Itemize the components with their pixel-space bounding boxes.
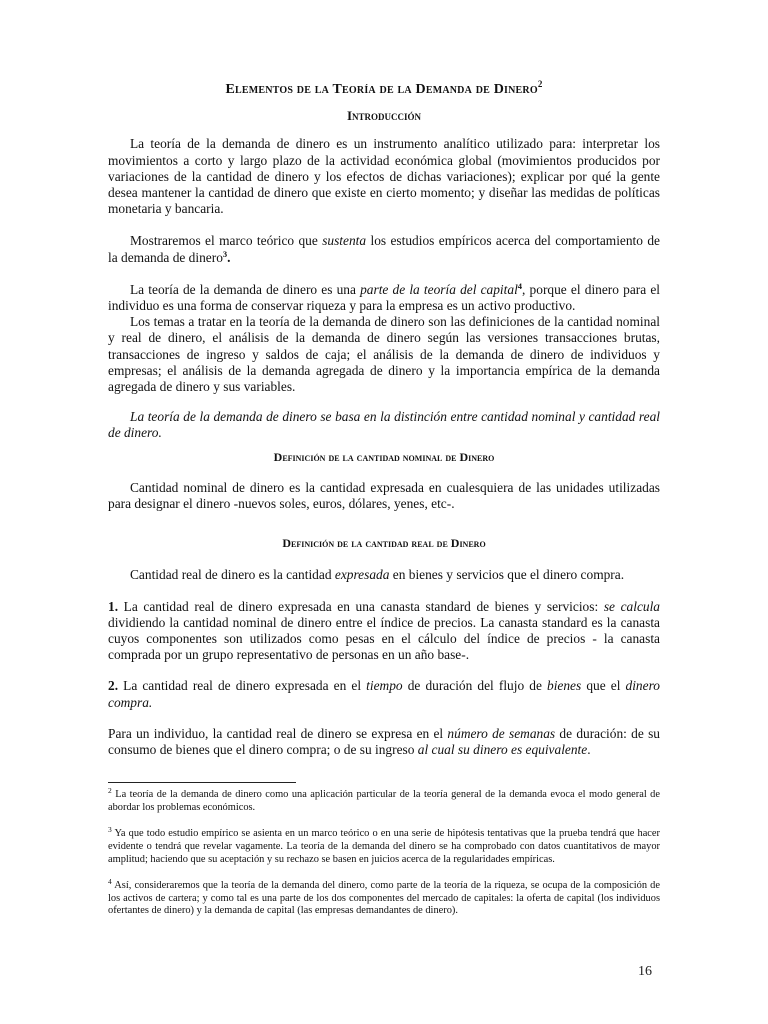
real-paragraph-3: Para un individuo, la cantidad real de dinero se expresa en el número de semanas de duración: de su consumo de bienes que el dinero compra; o de su ingreso al cual su dinero es equivalente. xyxy=(108,725,660,758)
page-number: 16 xyxy=(638,964,652,979)
title-text: Elementos de la Teoría de la Demanda de Dinero xyxy=(225,82,538,97)
footnote-2: $^2$ La teoría de la demanda de dinero como una aplicación particular de la teoría general de la demanda evoca el modo general de abordar los problemas económicos. xyxy=(108,786,660,813)
section-heading-introduccion: Introducción xyxy=(346,108,422,124)
nominal-paragraph: Cantidad nominal de dinero es la cantidad expresada en cualesquiera de las unidades utilizadas para designar el dinero -nuevos soles, euros, dólares, yenes, etc-. xyxy=(108,479,660,512)
footnote-separator xyxy=(108,782,296,783)
footnote-ref-3: 3 xyxy=(222,248,228,259)
document-page xyxy=(108,79,660,918)
section-heading-real: Definición de la cantidad real de Dinero xyxy=(282,536,486,551)
real-item-2: 2. La cantidad real de dinero expresada en el tiempo de duración del flujo de bienes que el dinero compra. xyxy=(108,678,660,710)
real-paragraph-1: Cantidad real de dinero es la cantidad expresada en bienes y servicios que el dinero compra. xyxy=(130,567,625,583)
real-item-1: 1. La cantidad real de dinero expresada en una canasta standard de bienes y servicios: se calcula dividiendo la cantidad nominal de dinero entre el índice de precios. La canasta standard es la canasta cuyos componentes son utilizados como pesas en el cálculo del índice de precios - la canasta comprada por un grupo representativo de personas en un año base-. xyxy=(108,598,660,663)
footnote-ref-4: 4 xyxy=(517,280,523,291)
intro-paragraph-4: Los temas a tratar en la teoría de la demanda de dinero son las definiciones de la cantidad nominal y real de dinero, el análisis de la demanda de dinero según las versiones transacciones brutas, transacciones de ingreso y saldos de caja; el análisis de la demanda de dinero de individuos y empresas; el análisis de la demanda agregada de dinero y la importancia empírica de la demanda agregada de dinero y sus variables. xyxy=(108,314,660,395)
footnote-4: $^4$ Así, consideraremos que la teoría de la demanda del dinero, como parte de la teoría de la riqueza, se ocupa de la composición de los activos de cartera; y como tal es una parte de los dos componentes del mercado de capitales: la oferta de capital (los individuos ofertantes de dinero) y la demanda de capital (las empresas demandantes de dinero). xyxy=(108,877,660,917)
intro-paragraph-2: Mostraremos el marco teórico que sustenta los estudios empíricos acerca del comportamiento de la demanda de dinero$^3$. xyxy=(108,233,660,265)
intro-paragraph-5: La teoría de la demanda de dinero se basa en la distinción entre cantidad nominal y cantidad real de dinero. xyxy=(108,409,660,441)
footnote-3: $^3$ Ya que todo estudio empírico se asienta en un marco teórico o en una serie de hipótesis tentativas que la prueba tendrá que hacer evidente o tendrá que revelar vagamente. La teoría de la demanda del dinero se ha comprobado con datos cuantitativos de mayor amplitud; haciendo que su aceptación y su rechazo se basen en juicios acerca de la regularidades empíricas. xyxy=(108,825,660,865)
section-heading-nominal: Definición de la cantidad nominal de Dinero xyxy=(273,449,495,464)
page-title xyxy=(108,79,660,98)
intro-paragraph-3: La teoría de la demanda de dinero es una parte de la teoría del capital$^4$, porque el dinero para el individuo es una forma de conservar riqueza y para la empresa es un activo productivo. xyxy=(108,280,660,314)
title-footnote-ref: 2 xyxy=(537,79,543,89)
intro-paragraph-1: La teoría de la demanda de dinero es un instrumento analítico utilizado para: interpretar los movimientos a corto y largo plazo de la actividad económica global (movimientos producidos por variaciones de la cantidad de dinero y los efectos de dichas variaciones); explicar por qué la gente desea mantener la cantidad de dinero que existe en cierto momento; y diseñar las medidas de políticas monetaria y bancaria. xyxy=(108,136,660,217)
